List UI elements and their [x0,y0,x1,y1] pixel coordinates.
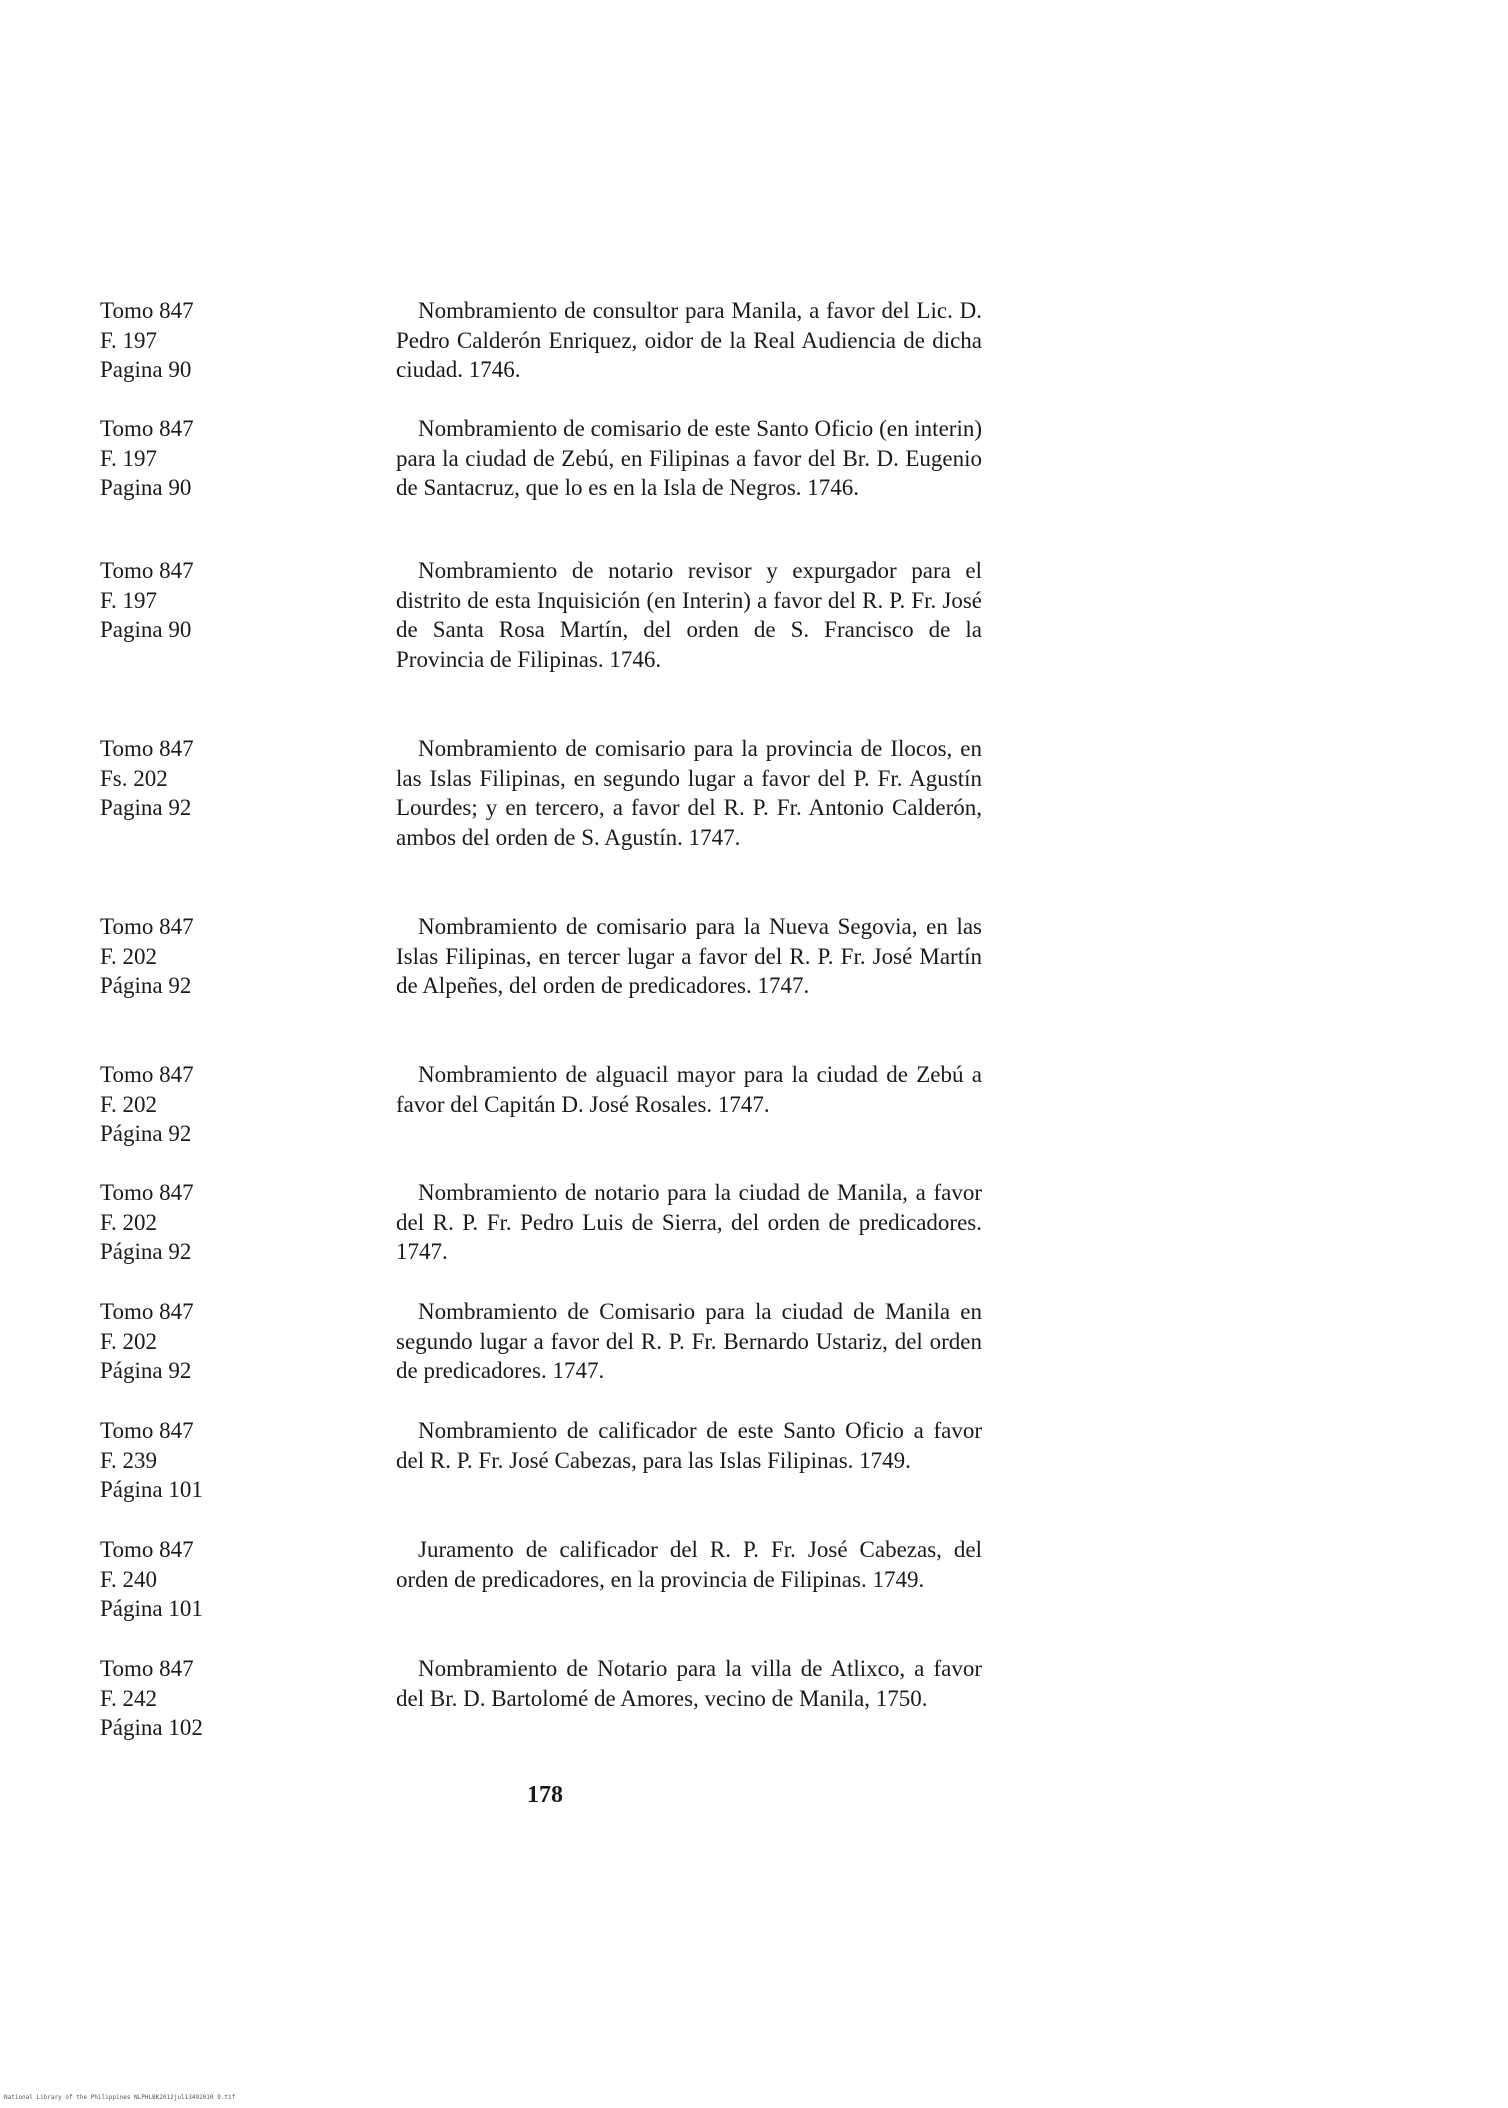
ref-pagina: Página 101 [100,1477,203,1502]
ref-pagina: Página 92 [100,1239,192,1264]
entry-description: Nombramiento de consultor para Manila, a favor del Lic. D. Pedro Calderón Enriquez, oidor de la Real Audiencia de dicha ciudad. 1746. [396,298,982,382]
scan-footer: National Library of the Philippines NLPHLBK2012jul13492010 9.tif [4,2094,236,2101]
ref-tomo: Tomo 847 [100,1418,194,1443]
page-number: 178 [527,1782,563,1808]
ref-tomo: Tomo 847 [100,1180,194,1205]
ref-pagina: Pagina 90 [100,617,192,642]
entry-description: Nombramiento de calificador de este Santo Oficio a favor del R. P. Fr. José Cabezas, para las Islas Filipinas. 1749. [396,1418,982,1473]
ref-pagina: Página 102 [100,1715,203,1740]
ref-folio: F. 197 [100,587,157,613]
entry-description: Nombramiento de Comisario para la ciudad de Manila en segundo lugar a favor del R. P. Fr. Bernardo Ustariz, del orden de predicadores. 1747. [396,1299,982,1383]
ref-pagina: Pagina 90 [100,357,192,382]
entry-reference [100,1654,340,1743]
ref-pagina: Página 92 [100,1358,192,1383]
entry-reference [100,734,340,823]
ref-folio: F. 202 [100,943,157,969]
ref-tomo: Tomo 847 [100,416,194,441]
entry-reference [100,296,340,385]
entry-reference [100,1535,340,1624]
ref-pagina: Pagina 90 [100,475,192,500]
ref-pagina: Página 92 [100,1121,192,1146]
ref-folio: F. 202 [100,1328,157,1354]
ref-tomo: Tomo 847 [100,1537,194,1562]
ref-folio: F. 242 [100,1685,157,1711]
entry-reference [100,1060,340,1149]
entry-reference [100,414,340,503]
ref-folio: F. 197 [100,327,157,353]
ref-tomo: Tomo 847 [100,1062,194,1087]
entry-description: Nombramiento de comisario para la provincia de Ilocos, en las Islas Filipinas, en segundo lugar a favor del P. Fr. Agustín Lourdes; y en tercero, a favor del R. P. Fr. Antonio Calderón, ambos del orden de S. Agustín. 1747. [396,736,982,850]
entry-reference [100,1416,340,1505]
ref-folio: F. 239 [100,1447,157,1473]
entry-description: Juramento de calificador del R. P. Fr. José Cabezas, del orden de predicadores, en la provincia de Filipinas. 1749. [396,1537,982,1592]
ref-tomo: Tomo 847 [100,736,194,761]
entry-description: Nombramiento de comisario para la Nueva Segovia, en las Islas Filipinas, en tercer lugar a favor del R. P. Fr. José Martín de Alpeñes, del orden de predicadores. 1747. [396,914,982,998]
entry-description: Nombramiento de comisario de este Santo Oficio (en interin) para la ciudad de Zebú, en Filipinas a favor del Br. D. Eugenio de Santacruz, que lo es en la Isla de Negros. 1746. [396,416,982,500]
entry-description: Nombramiento de Notario para la villa de Atlixco, a favor del Br. D. Bartolomé de Amores, vecino de Manila, 1750. [396,1656,982,1711]
entry-reference [100,556,340,645]
ref-tomo: Tomo 847 [100,914,194,939]
ref-tomo: Tomo 847 [100,298,194,323]
entry-description: Nombramiento de notario revisor y expurgador para el distrito de esta Inquisición (en Interin) a favor del R. P. Fr. José de Santa Rosa Martín, del orden de S. Francisco de la Provincia de Filipinas. 1746. [396,558,982,672]
ref-folio: F. 202 [100,1091,157,1117]
ref-folio: Fs. 202 [100,765,168,791]
ref-tomo: Tomo 847 [100,1299,194,1324]
entry-reference [100,1178,340,1267]
ref-pagina: Página 92 [100,973,192,998]
ref-pagina: Página 101 [100,1596,203,1621]
ref-folio: F. 202 [100,1209,157,1235]
ref-tomo: Tomo 847 [100,1656,194,1681]
ref-folio: F. 240 [100,1566,157,1592]
entry-description: Nombramiento de notario para la ciudad de Manila, a favor del R. P. Fr. Pedro Luis de Sierra, del orden de predicadores. 1747. [396,1180,982,1264]
entry-reference [100,912,340,1001]
entry-reference [100,1297,340,1386]
ref-tomo: Tomo 847 [100,558,194,583]
ref-folio: F. 197 [100,445,157,471]
ref-pagina: Pagina 92 [100,795,192,820]
entry-description: Nombramiento de alguacil mayor para la ciudad de Zebú a favor del Capitán D. José Rosales. 1747. [396,1062,982,1117]
